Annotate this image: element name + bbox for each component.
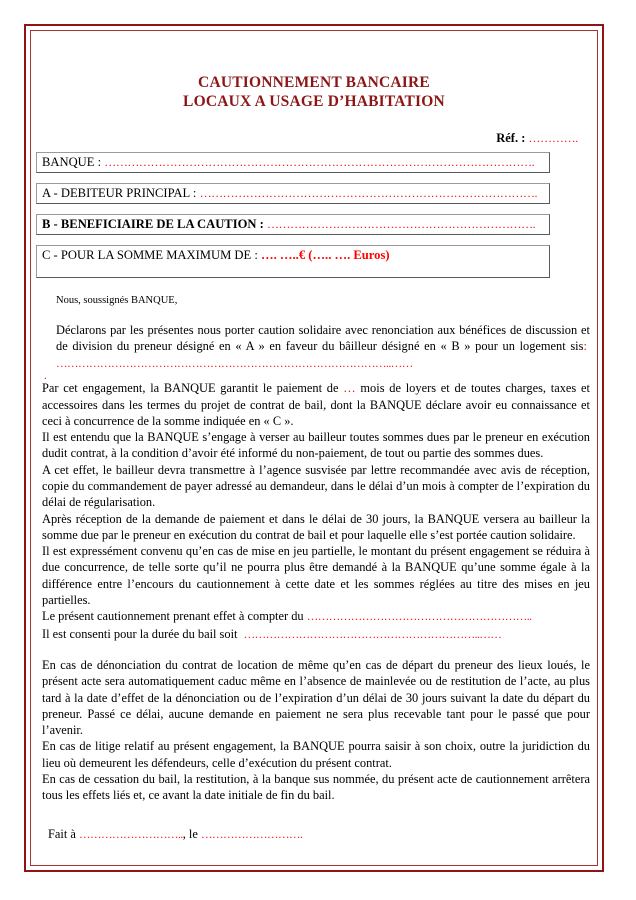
duree-bail-fill[interactable]: ………………………………………………………..…… (243, 628, 502, 641)
stray-dot-mark: . (44, 370, 47, 383)
signature-line (42, 826, 590, 843)
paragraph-engagement (42, 380, 590, 429)
spacer (36, 173, 592, 177)
title-line-1: CAUTIONNEMENT BANCAIRE (198, 74, 430, 91)
paragraph-expressement-convenu: Il est expressément convenu qu’en cas de mise en jeu partielle, le montant du présent engagement se réduira à due concurrence, de telle sorte qu’il ne pourra plus être demandé à la BANQUE qu’une somme égale à la différence entre l’encours du cautionnement à cette date et les sommes réglées au titre des mises en jeu partielles. (42, 544, 590, 608)
fait-a-label: Fait à (48, 826, 76, 841)
paragraph-duree-bail (42, 626, 590, 643)
declaration-text: Déclarons par les présentes nous porter caution solidaire avec renonciation aux bénéfices de discussion et de division du preneur désigné en « A » en faveur du bâilleur désigné en « B » pour un logement sis (56, 323, 590, 354)
spacer (36, 235, 592, 239)
date-fill[interactable]: ………………………. (200, 828, 303, 841)
prise-effet-label: Le présent cautionnement prenant effet à compter du (42, 609, 304, 624)
reference-fill-field[interactable]: …………. (528, 131, 578, 145)
field-debiteur-fill[interactable]: ……………………………………………………………………………. (199, 186, 538, 200)
field-beneficiaire-caution[interactable] (36, 214, 550, 235)
field-beneficiaire-label: B - BENEFICIAIRE DE LA CAUTION : (42, 217, 264, 231)
field-debiteur-principal[interactable] (36, 183, 550, 204)
field-debiteur-label: A - DEBITEUR PRINCIPAL : (42, 186, 197, 200)
paragraph-apres-reception: Après réception de la demande de paiement et dans le délai de 30 jours, la BANQUE versera au bailleur la somme due par le preneur en exécution du contrat de bail et pour laquelle elle s’est portée caution solidaire. (42, 511, 590, 542)
field-beneficiaire-fill[interactable]: ……………………………………………………………. (266, 217, 536, 231)
duree-bail-label: Il est consenti pour la durée du bail soit (42, 626, 238, 641)
body-intro-block (36, 294, 592, 372)
reference-label: Réf. : (496, 131, 526, 145)
salutation-text: Nous, soussignés BANQUE, (56, 295, 178, 306)
field-somme-maximum[interactable] (36, 245, 550, 278)
engagement-text-b: mois de loyers et de toutes charges, taxes et accessoires dans les termes du projet de contrat de bail, dont la BANQUE déclare avoir eu connaissance et ceci à concurrence de la somme indiquée en « C ». (42, 381, 590, 428)
engagement-months-fill[interactable]: … (343, 381, 356, 396)
document-content (36, 40, 592, 856)
page-title (36, 40, 592, 111)
paragraph-denonciation: En cas de dénonciation du contrat de location de même qu’en cas de départ du preneur des lieux loués, le présent acte sera automatiquement caduc même en l’absence de mainlevée ou de restitution de l’acte, au plus tard à la date d’effet de la dénonciation ou de l’expiration d’un délai de 30 jours suivant la date du départ du preneur. Passé ce délai, aucune demande en paiement ne sera plus recevable tant pour le passé que pour l’avenir. (42, 657, 590, 738)
paragraph-litige: En cas de litige relatif au présent engagement, la BANQUE pourra saisir à son choix, outre la juridiction du lieu où demeurent les défendeurs, celle d’exécution du présent contrat. (42, 739, 590, 770)
comma-le-label: , le (182, 826, 198, 841)
reference-row (36, 131, 592, 146)
field-somme-amount[interactable]: …. …..€ (….. …. Euros) (261, 248, 390, 262)
spacer (42, 643, 590, 657)
field-banque-label: BANQUE : (42, 155, 102, 169)
declaration-colon: : (583, 339, 587, 354)
declaration-fill[interactable]: ………………………………………………………………………………..…… (56, 357, 413, 370)
declaration-paragraph (56, 322, 590, 372)
title-line-2: LOCAUX A USAGE D’HABITATION (183, 93, 445, 110)
field-banque-fill[interactable]: …………………………………………………………………………………………………. (104, 155, 535, 169)
prise-effet-fill[interactable]: …………………………………………………….. (306, 611, 532, 624)
spacer (56, 308, 590, 322)
field-banque[interactable] (36, 152, 550, 173)
fait-a-fill[interactable]: ……………………….. (78, 828, 183, 841)
paragraph-entendu: Il est entendu que la BANQUE s’engage à verser au bailleur toutes sommes dues par le preneur en exécution dudit contrat, à la condition d’avoir été informé du non-paiement, de tout ou partie des sommes dues. (42, 430, 590, 461)
body-main-block (36, 372, 592, 842)
paragraph-prise-effet (42, 608, 590, 625)
field-somme-label: C - POUR LA SOMME MAXIMUM DE : (42, 248, 258, 262)
paragraph-a-cet-effet: A cet effet, le bailleur devra transmettre à l’agence susvisée par lettre recommandée avec avis de réception, copie du commandement de payer adressé au demandeur, dans le délai d’un mois à compter de l’expiration du délai de régularisation. (42, 462, 590, 510)
spacer (36, 204, 592, 208)
paragraph-cessation: En cas de cessation du bail, la restitution, à la banque sus nommée, du présent acte de cautionnement arrêtera tous les effets liés et, ce avant la date initiale de fin du bail. (42, 772, 590, 803)
engagement-text-a: Par cet engagement, la BANQUE garantit le paiement de (42, 381, 339, 396)
